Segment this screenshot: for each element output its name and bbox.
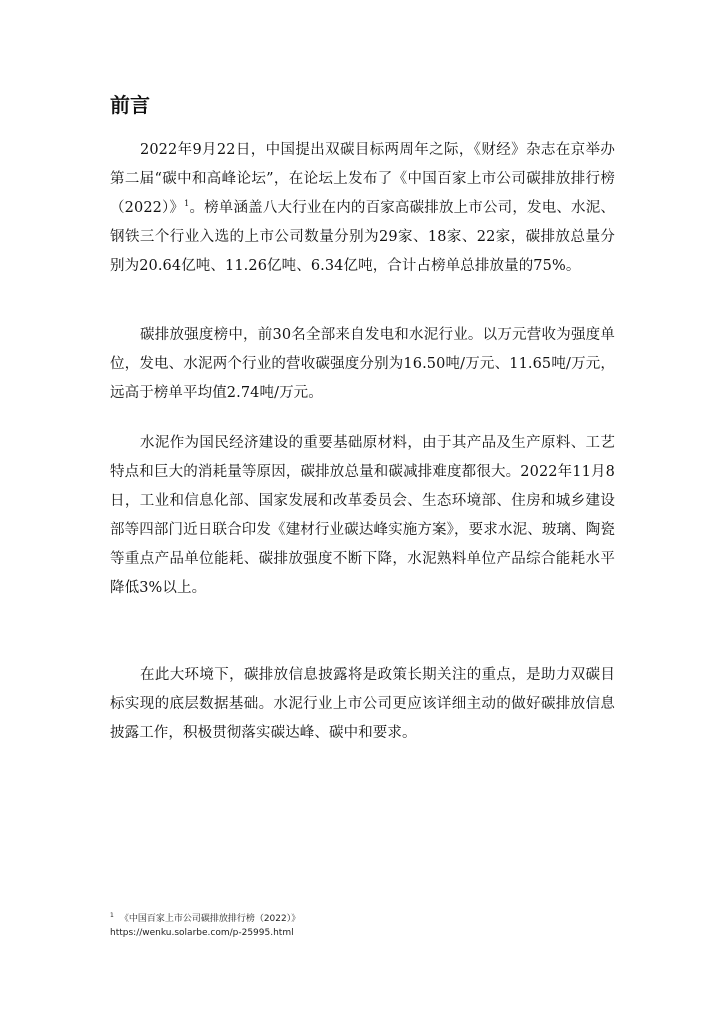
footnote-title-line [110,909,300,926]
paragraph-2: 碳排放强度榜中，前30名全部来自发电和水泥行业。以万元营收为强度单位，发电、水泥两个行业的营收碳强度分别为16.50吨/万元、11.65吨/万元，远高于榜单平均值2.74吨/万元。 [110,327,615,401]
paragraph-1-text-a: 2022年9月22日，中国提出双碳目标两周年之际，《财经》杂志在京举办第二届“碳中和高峰论坛”，在论坛上发布了《中国百家上市公司碳排放排行榜（2022）》 [110,142,615,216]
section-heading: 前言 [110,93,150,117]
footnote-title: 《中国百家上市公司碳排放排行榜（2022）》 [119,914,301,924]
paragraph-1 [110,136,615,281]
footnote-reference[interactable]: 1 [184,199,190,209]
paragraph-3: 水泥作为国民经济建设的重要基础原材料，由于其产品及生产原料、工艺特点和巨大的消耗量等原因，碳排放总量和碳减排难度都很大。2022年11月8日，工业和信息化部、国家发展和改革委员会、生态环境部、住房和城乡建设部等四部门近日联合印发《建材行业碳达峰实施方案》，要求水泥、玻璃、陶瓷等重点产品单位能耗、碳排放强度不断下降，水泥熟料单位产品综合能耗水平降低3%以上。 [110,435,615,596]
footnote [110,909,300,940]
footnote-mark: 1 [110,912,114,919]
paragraph-4: 在此大环境下，碳排放信息披露将是政策长期关注的重点，是助力双碳目标实现的底层数据基础。水泥行业上市公司更应该详细主动的做好碳排放信息披露工作，积极贯彻落实碳达峰、碳中和要求。 [110,667,615,741]
paragraph-1-text-b: 。榜单涵盖八大行业在内的百家高碳排放上市公司，发电、水泥、钢铁三个行业入选的上市公司数量分别为29家、18家、22家，碳排放总量分别为20.64亿吨、11.26亿吨、6.34亿吨，合计占榜单总排放量的75%。 [110,200,615,274]
footnote-url[interactable]: https://wenku.solarbe.com/p-25995.html [110,928,294,938]
